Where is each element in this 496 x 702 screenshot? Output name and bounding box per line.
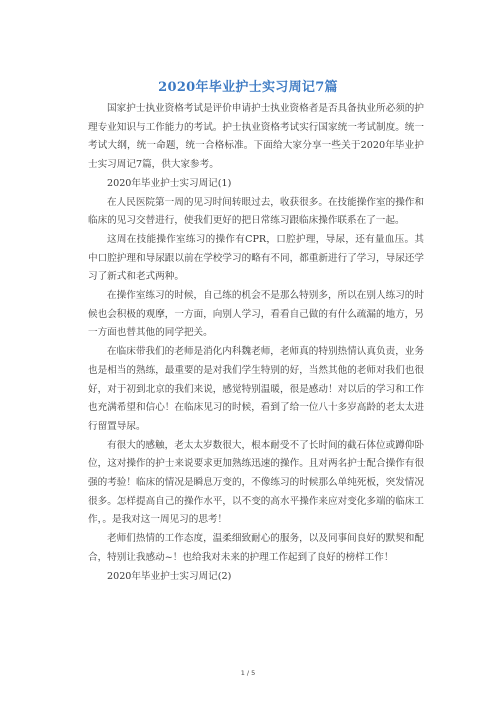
page-indicator: 1 / 5	[240, 669, 256, 677]
paragraph: 在临床带我们的老师是消化内科魏老师，老师真的特别热情认真负责，业务也是相当的熟练，最重要的是对我们学生特别的好，当然其他的老师对我们也很好，对于初到北京的我们来说，感觉特别温暖，很是感动！对以后的学习和工作也充满希望和信心！在临床见习的时候，看到了给一位八十多岁高龄的老太太进行留置导尿。	[88, 346, 424, 432]
document-body	[88, 100, 424, 586]
document-title: 2020年毕业护士实习周记7篇	[158, 80, 338, 95]
paragraph: 这周在技能操作室练习的操作有CPR，口腔护理，导尿，还有量血压。其中口腔护理和导尿跟以前在学校学习的略有不同，都重新进行了学习，导尿还学习了新式和老式两种。	[88, 233, 424, 283]
paragraph: 在人民医院第一周的见习时间转眼过去，收获很多。在技能操作室的操作和临床的见习交替进行，使我们更好的把日常练习跟临床操作联系在了一起。	[88, 196, 424, 227]
paragraph: 在操作室练习的时候，自己练的机会不是那么特别多，所以在别人练习的时候也会积极的观摩，一方面，向别人学习，看看自己做的有什么疏漏的地方，另一方面也替其他的同学把关。	[88, 290, 424, 339]
paragraph-heading-1: 2020年毕业护士实习周记(1)	[107, 177, 232, 189]
paragraph: 老师们热情的工作态度，温柔细致耐心的服务，以及同事间良好的默契和配合，特别让我感动~！也给我对未来的护理工作起到了良好的榜样工作！	[88, 533, 424, 563]
paragraph-intro: 国家护士执业资格考试是评价申请护士执业资格者是否具备执业所必须的护理专业知识与工作能力的考试。护士执业资格考试实行国家统一考试制度。统一考试大纲，统一命题，统一合格标准。下面给大家分享一些关于2020年毕业护士实习周记7篇，供大家参考。	[88, 103, 424, 171]
paragraph-heading-2: 2020年毕业护士实习周记(2)	[107, 570, 232, 582]
paragraph: 有很大的感触，老太太岁数很大，根本耐受不了长时间的截石体位或蹲仰卧位，这对操作的护士来说要求更加熟练迅速的操作。且对两名护士配合操作有很强的考验！临床的情况是瞬息万变的，不像练习的时候那么单纯死板，突发情况很多。怎样提高自己的操作水平，以不变的高水平操作来应对变化多端的临床工作，。是我对这一周见习的思考！	[88, 439, 424, 526]
